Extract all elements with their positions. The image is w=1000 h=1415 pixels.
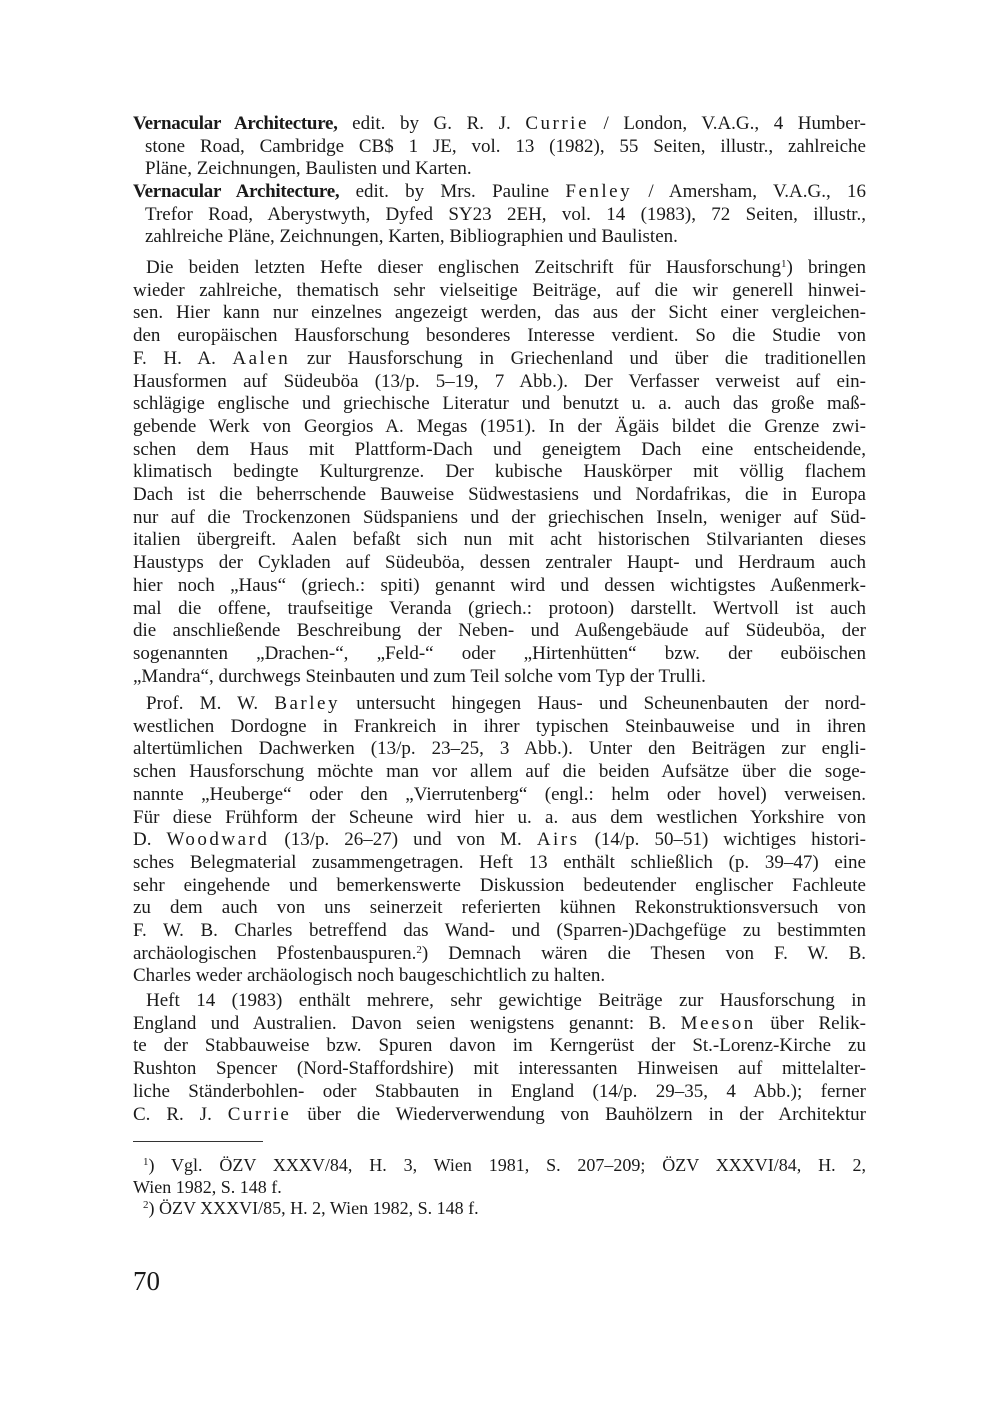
text-line [133, 807, 866, 830]
body-paragraph-2 [133, 693, 866, 988]
text-line [133, 761, 866, 784]
text-line [133, 965, 866, 988]
text-run: westlichen Dordogne in Frankreich in ihrer typischen Steinbauweise und in ihren [133, 715, 866, 737]
text-line [133, 1155, 866, 1177]
text-run: (13/p. 26–27) und von M. [269, 829, 537, 851]
text-line [133, 158, 866, 181]
text-line [133, 829, 866, 852]
text-run: über die Wiederverwendung von Bauhölzern in der Architektur [291, 1103, 866, 1125]
text-line [133, 257, 866, 280]
text-run: sehr eingehende und bemerkenswerte Diskussion bedeutender englischer Fachleute [133, 874, 866, 896]
text-run: Heft 14 (1983) enthält mehrere, sehr gewichtige Beiträge zur Hausforschung in [146, 990, 866, 1011]
text-run: mal die offene, traufseitige Veranda (griech.: protoon) darstellt. Wertvoll ist auch [133, 597, 866, 619]
text-run: zu dem auch von uns seinerzeit referierten kühnen Rekonstruktionsversuch von [133, 897, 866, 919]
text-run: Die beiden letzten Hefte dieser englischen Zeitschrift für Hausforschung [146, 257, 781, 278]
footnote-marker: 2 [416, 943, 422, 956]
text-line [133, 280, 866, 303]
text-line [133, 852, 866, 875]
text-run: / Amersham, V.A.G., 16 [632, 181, 866, 202]
text-line [133, 136, 866, 159]
text-run: altertümlichen Dachwerken (13/p. 23–25, 3 Abb.). Unter den Beiträgen zur engli- [133, 738, 866, 760]
text-run: schen dem Haus mit Plattform-Dach und geneigtem Dach eine entscheidende, [133, 438, 866, 460]
text-run: F. H. A. [133, 347, 233, 369]
text-line [133, 920, 866, 943]
text-line [133, 784, 866, 807]
author-name: Meeson [680, 1012, 756, 1034]
bibliography-entry-1 [133, 113, 866, 181]
text-line [133, 738, 866, 761]
text-run: gebende Werk von Georgios A. Megas (1951). In der Ägäis bildet die Grenze zwi- [133, 415, 866, 437]
text-run: liche Ständerbohlen- oder Stabbauten in England (14/p. 29–35, 4 Abb.); ferner [133, 1080, 866, 1102]
text-run: (14/p. 50–51) wichtiges histori- [579, 829, 867, 851]
text-run: „Mandra“, durchwegs Steinbauten und zum Teil solche vom Typ der Trulli. [133, 665, 706, 687]
text-run: Für diese Frühform der Scheune wird hier u. a. aus dem westlichen Yorkshire von [133, 806, 866, 828]
journal-title: Vernacular Architecture, [133, 113, 338, 134]
text-run: ) Demnach wären die Thesen von F. W. B. [421, 942, 866, 964]
text-line [133, 302, 866, 325]
text-run: C. R. J. [133, 1103, 228, 1125]
text-run: nannte „Heuberge“ oder den „Vierrutenberg“ (engl.: helm oder hovel) verweisen. [133, 783, 866, 805]
text-run: untersucht hingegen Haus- und Scheunenbauten der nord- [339, 693, 866, 714]
text-line [133, 1104, 866, 1127]
page-number: 70 [133, 1266, 160, 1296]
text-run: über Relik- [755, 1012, 866, 1034]
text-line [133, 897, 866, 920]
text-run: nur auf die Trockenzonen Südspaniens und der griechischen Inseln, weniger auf Süd- [133, 506, 866, 528]
text-run: italien übergreift. Aalen befaßt sich nun mit acht historischen Stilvarianten dieses [133, 529, 866, 551]
author-name: Fenley [565, 181, 633, 202]
text-run: Charles weder archäologisch noch baugeschichtlich zu halten. [133, 965, 606, 987]
text-run: klimatisch bedingte Kulturgrenze. Der kubische Hauskörper mit völlig flachem [133, 461, 866, 483]
text-line [133, 1177, 866, 1199]
text-run: Prof. M. W. [146, 693, 275, 714]
text-run: Trefor Road, Aberystwyth, Dyfed SY23 2EH, vol. 14 (1983), 72 Seiten, illustr., [145, 203, 866, 225]
text-line [133, 620, 866, 643]
text-run: ) bringen [786, 257, 866, 278]
text-line [133, 598, 866, 621]
footnote-1 [133, 1155, 866, 1198]
text-run: den europäischen Hausforschung besonderes Interesse verdient. So die Studie von [133, 325, 866, 347]
text-line [133, 552, 866, 575]
text-run: Haustyps der Cykladen auf Südeuböa, dessen zentraler Haupt- und Herdraum auch [133, 552, 866, 574]
text-line [133, 1013, 866, 1036]
author-name: Aalen [232, 347, 291, 369]
text-line [133, 1035, 866, 1058]
bibliography-entry-2 [133, 181, 866, 249]
author-name: Airs [536, 829, 580, 851]
text-line [133, 484, 866, 507]
text-run: zur Hausforschung in Griechenland und über die traditionellen [290, 347, 866, 369]
text-line [133, 693, 866, 716]
text-line [133, 348, 866, 371]
text-run: Rushton Spencer (Nord-Staffordshire) mit interessanten Hinweisen auf mittelalter- [133, 1058, 866, 1080]
text-run: edit. by Mrs. Pauline [355, 181, 566, 202]
text-line [133, 943, 866, 966]
journal-title: Vernacular Architecture, [133, 181, 340, 202]
text-run: Pläne, Zeichnungen, Baulisten und Karten. [145, 158, 472, 180]
text-run: F. W. B. Charles betreffend das Wand- und (Sparren-)Dachgefüge zu bestimmten [133, 920, 866, 942]
text-line [133, 439, 866, 462]
text-run: Wien 1982, S. 148 f. [133, 1176, 282, 1197]
text-line [133, 666, 866, 689]
text-run: wieder zahlreiche, thematisch sehr vielseitige Beiträge, auf die wir generell hinwei- [133, 279, 866, 301]
text-line [133, 716, 866, 739]
text-run: sen. Hier kann nur einzelnes angezeigt werden, das aus der Sicht einer vergleichen- [133, 302, 866, 324]
text-run: stone Road, Cambridge CB$ 1 JE, vol. 13 (1982), 55 Seiten, illustr., zahlreiche [145, 135, 866, 157]
footnote-marker: 2 [143, 1199, 149, 1211]
text-run: Hausformen auf Südeuböa (13/p. 5–19, 7 Abb.). Der Verfasser verweist auf ein- [133, 370, 866, 392]
text-run: te der Stabbauweise bzw. Spuren davon im Kerngerüst der St.-Lorenz-Kirche zu [133, 1035, 866, 1057]
text-run: ) ÖZV XXXVI/85, H. 2, Wien 1982, S. 148 f. [148, 1198, 479, 1218]
body-paragraph-1 [133, 257, 866, 688]
text-line [133, 393, 866, 416]
text-run: zahlreiche Pläne, Zeichnungen, Karten, Bibliographien und Baulisten. [145, 226, 678, 248]
text-run: hier noch „Haus“ (griech.: spiti) genannt wird und dessen wichtigstes Außenmerk- [133, 574, 866, 596]
text-line [133, 226, 866, 249]
text-line [133, 529, 866, 552]
text-run: schen Hausforschung möchte man vor allem auf die beiden Aufsätze über die soge- [133, 761, 866, 783]
author-name: Currie [227, 1103, 292, 1125]
text-line [133, 416, 866, 439]
text-run: die anschließende Beschreibung der Neben- und Außengebäude auf Südeuböa, der [133, 620, 866, 642]
text-line [133, 181, 866, 204]
text-line [133, 325, 866, 348]
text-line [133, 575, 866, 598]
footnote-marker: 1 [780, 258, 787, 270]
text-run: schlägige englische und griechische Literatur und benutzt u. a. auch das große maß- [133, 393, 866, 415]
text-line [133, 113, 866, 136]
footnote-divider [133, 1141, 263, 1142]
text-line [133, 1081, 866, 1104]
text-run: sches Belegmaterial zusammengetragen. Heft 13 enthält schließlich (p. 39–47) eine [133, 851, 866, 873]
text-run: / London, V.A.G., 4 Humber- [588, 113, 867, 134]
text-line [133, 643, 866, 666]
text-line [133, 204, 866, 227]
text-line [133, 507, 866, 530]
text-run: edit. by G. R. J. [352, 113, 526, 134]
author-name: Woodward [166, 829, 270, 851]
body-paragraph-3 [133, 990, 866, 1126]
text-run: ) Vgl. ÖZV XXXV/84, H. 3, Wien 1981, S. 207–209; ÖZV XXXVI/84, H. 2, [148, 1155, 866, 1175]
footnote-marker: 1 [143, 1156, 149, 1168]
text-line [133, 461, 866, 484]
text-line [133, 1058, 866, 1081]
text-run: England und Australien. Davon seien wenigstens genannt: B. [133, 1012, 681, 1034]
text-line [133, 371, 866, 394]
text-run: Dach ist die beherrschende Bauweise Südwestasiens und Nordafrikas, die in Europa [133, 484, 866, 506]
text-run: sogenannten „Drachen-“, „Feld-“ oder „Hirtenhütten“ bzw. der euböischen [133, 642, 866, 664]
footnote-2 [133, 1198, 866, 1220]
text-run: D. [133, 829, 167, 851]
text-run: archäologischen Pfostenbauspuren. [133, 942, 417, 964]
author-name: Barley [274, 693, 340, 714]
text-line [133, 990, 866, 1013]
author-name: Currie [525, 113, 589, 134]
text-line [133, 1198, 866, 1220]
text-line [133, 875, 866, 898]
